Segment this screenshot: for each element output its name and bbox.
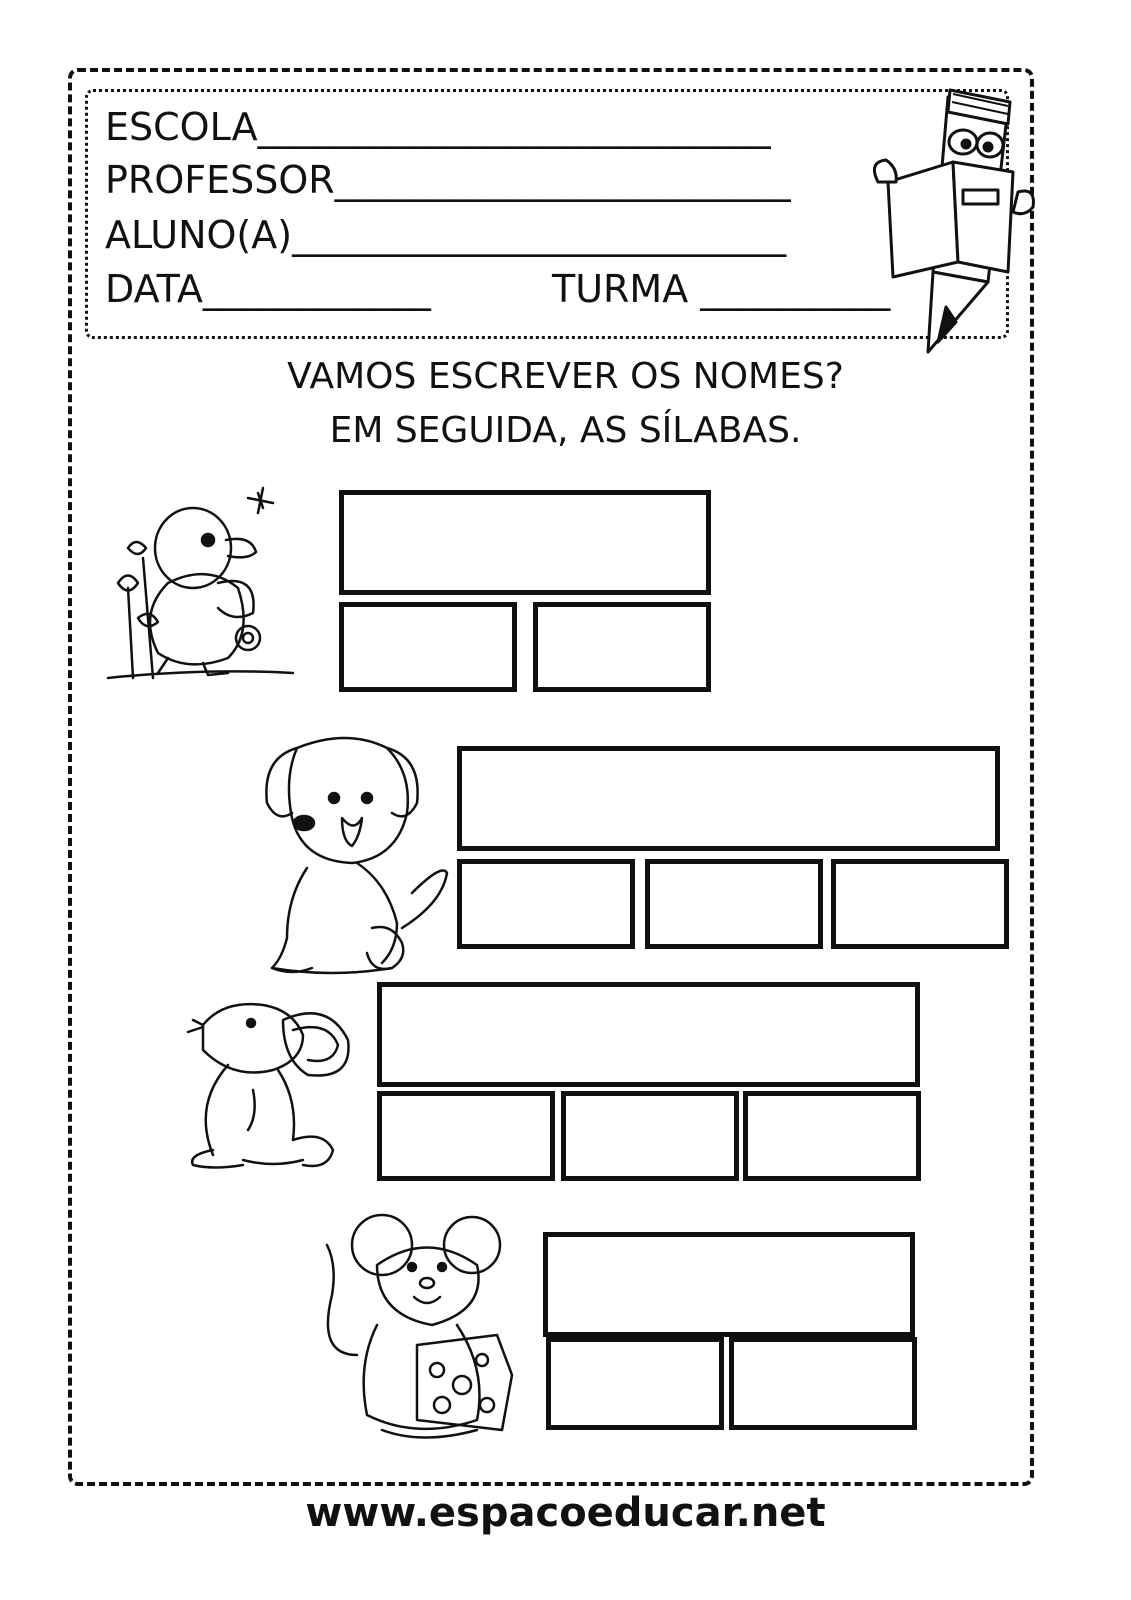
syllable-box[interactable] <box>546 1337 724 1430</box>
word-box[interactable] <box>457 746 1000 851</box>
duck-icon <box>108 488 298 683</box>
syllable-box[interactable] <box>457 859 635 949</box>
website-link[interactable]: www.espacoeducar.net <box>305 1490 826 1536</box>
syllable-box[interactable] <box>377 1091 555 1181</box>
syllable-box[interactable] <box>831 859 1009 949</box>
syllable-box[interactable] <box>645 859 823 949</box>
syllable-box[interactable] <box>729 1337 917 1430</box>
date-field: DATA____________ <box>105 267 431 311</box>
mouse-with-cheese-icon <box>322 1205 522 1455</box>
student-field: ALUNO(A)__________________________ <box>105 213 787 257</box>
teacher-field: PROFESSOR________________________ <box>105 158 791 202</box>
dog-icon <box>262 733 457 978</box>
rabbit-icon <box>183 995 363 1175</box>
word-box[interactable] <box>543 1232 915 1337</box>
class-field: TURMA __________ <box>552 267 891 311</box>
syllable-box[interactable] <box>533 602 711 692</box>
syllable-box[interactable] <box>561 1091 739 1181</box>
syllable-box[interactable] <box>339 602 517 692</box>
word-box[interactable] <box>339 490 711 595</box>
pencil-reading-book-icon <box>868 72 1038 357</box>
instruction-line-1: VAMOS ESCREVER OS NOMES? <box>287 356 844 397</box>
word-box[interactable] <box>377 982 920 1087</box>
instruction-line-2: EM SEGUIDA, AS SÍLABAS. <box>329 410 802 451</box>
school-field: ESCOLA___________________________ <box>105 105 771 149</box>
syllable-box[interactable] <box>743 1091 921 1181</box>
